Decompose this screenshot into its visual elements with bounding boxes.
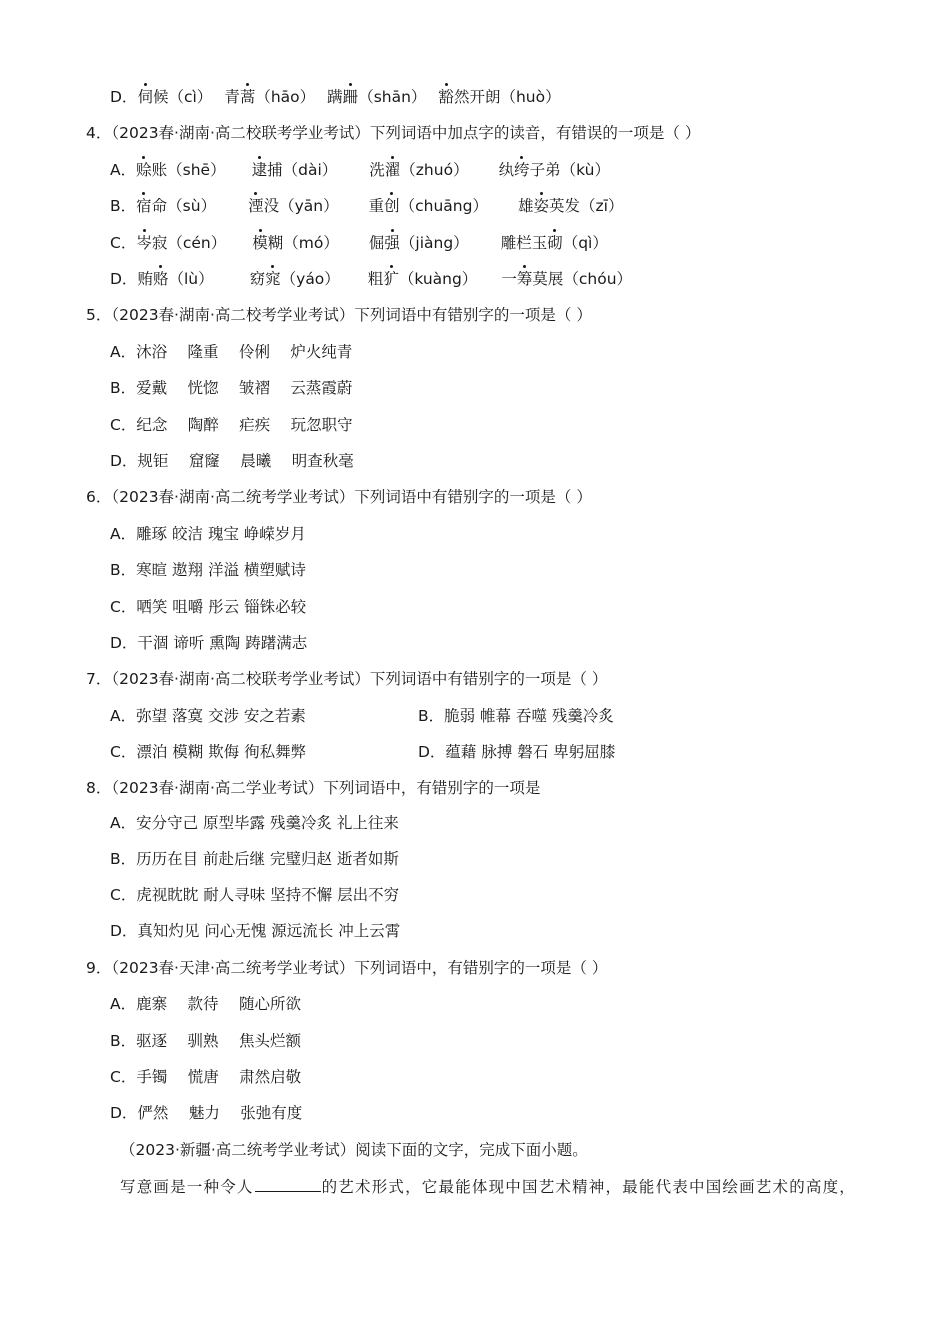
fill-blank [255,1175,321,1192]
q4-option-c: C．岑寂（cén） 模糊（mó） 倔强（jiàng） 雕栏玉砌（qì） [110,234,608,252]
dotted-char: 筹 [516,270,533,288]
q7-option-c: C．漂泊 模糊 欺侮 徇私舞弊 [110,743,307,761]
q5-option-d: D．规钜 窟窿 晨曦 明查秋毫 [110,452,354,470]
dotted-char: 赂 [152,270,169,288]
question-5-stem: 5．（2023春·湖南·高二校考学业考试）下列词语中有错别字的一项是（ ） [86,306,592,324]
q6-option-d: D．干涸 谛听 熏陶 踌躇满志 [110,634,308,652]
dotted-char: 跚 [342,88,359,106]
question-8-stem: 8．（2023春·湖南·高二学业考试）下列词语中，有错别字的一项是 [86,779,541,797]
dotted-char: 濯 [384,161,401,179]
dotted-char: 窕 [265,270,281,288]
dotted-char: 绔 [514,161,530,179]
q4-option-a: A．赊账（shē） 逮捕（dài） 洗濯（zhuó） 纨绔子弟（kù） [110,161,610,179]
q7-option-b: B．脆弱 帷幕 吞噬 残羹冷炙 [418,707,614,725]
dotted-char: 逮 [251,161,268,179]
q8-option-d: D．真知灼见 问心无愧 源远流长 冲上云霄 [110,922,401,940]
dotted-char: 强 [384,234,400,252]
q8-option-c: C．虎视眈眈 耐人寻味 坚持不懈 层出不穷 [110,886,400,904]
q6-option-a: A．雕琢 皎洁 瑰宝 峥嵘岁月 [110,525,306,543]
q4-option-b: B．宿命（sù） 湮没（yān） 重创（chuāng） 雄姿英发（zī） [110,197,624,215]
q9-option-c: C．手镯 慌唐 肃然启敬 [110,1068,302,1086]
dotted-char: 岑 [136,234,152,252]
q6-option-b: B．寒暄 遨翔 洋溢 横塑赋诗 [110,561,306,579]
question-4-stem: 4．（2023春·湖南·高二校联考学业考试）下列词语中加点字的读音，有错误的一项是（ ） [86,124,701,142]
q9-option-b: B．驱逐 驯熟 焦头烂额 [110,1032,301,1050]
q5-option-a: A．沐浴 隆重 伶俐 炉火纯青 [110,343,353,361]
q7-option-a: A．弥望 落寞 交涉 安之若素 [110,707,306,725]
q5-option-b: B．爱戴 恍惚 皱褶 云蒸霞蔚 [110,379,353,397]
dotted-char: 湮 [248,197,264,215]
dotted-char: 犷 [383,270,399,288]
dotted-char: 蒿 [239,88,256,106]
question-9-stem: 9．（2023春·天津·高二统考学业考试）下列词语中，有错别字的一项是（ ） [86,959,608,977]
q9-option-a: A．鹿寨 款待 随心所欲 [110,995,301,1013]
q8-option-a: A．安分守己 原型毕露 残羹冷炙 礼上往来 [110,814,399,832]
dotted-char: 伺 [137,88,153,106]
dotted-char: 赊 [136,161,152,179]
reading-intro: （2023·新疆·高二统考学业考试）阅读下面的文字，完成下面小题。 [120,1141,588,1159]
q7-option-d: D．蕴藉 脉搏 磐石 卑躬屈膝 [418,743,616,761]
q3-option-d: D．伺候（cì） 青蒿（hāo） 蹒跚（shān） 豁然开朗（huò） [110,88,561,106]
q5-option-c: C．纪念 陶醉 疟疾 玩忽职守 [110,416,353,434]
dotted-char: 模 [252,234,268,252]
q6-option-c: C．哂笑 咀嚼 彤云 锱铢必较 [110,598,307,616]
dotted-char: 砌 [547,234,563,252]
question-7-stem: 7．（2023春·湖南·高二校联考学业考试）下列词语中有错别字的一项是（ ） [86,670,608,688]
reading-passage: 写意画是一种令人 的艺术形式，它最能体现中国艺术精神，最能代表中国绘画艺术的高度， [120,1175,856,1197]
dotted-char: 宿 [136,197,152,215]
question-6-stem: 6．（2023春·湖南·高二统考学业考试）下列词语中有错别字的一项是（ ） [86,488,592,506]
dotted-char: 创 [384,197,400,215]
dotted-char: 豁 [438,88,454,106]
q9-option-d: D．俨然 魅力 张弛有度 [110,1104,303,1122]
q8-option-b: B．历历在目 前赴后继 完璧归赵 逝者如斯 [110,850,399,868]
dotted-char: 姿 [533,197,550,215]
q4-option-d: D．贿赂（lù） 窈窕（yáo） 粗犷（kuàng） 一筹莫展（chóu） [110,270,633,288]
